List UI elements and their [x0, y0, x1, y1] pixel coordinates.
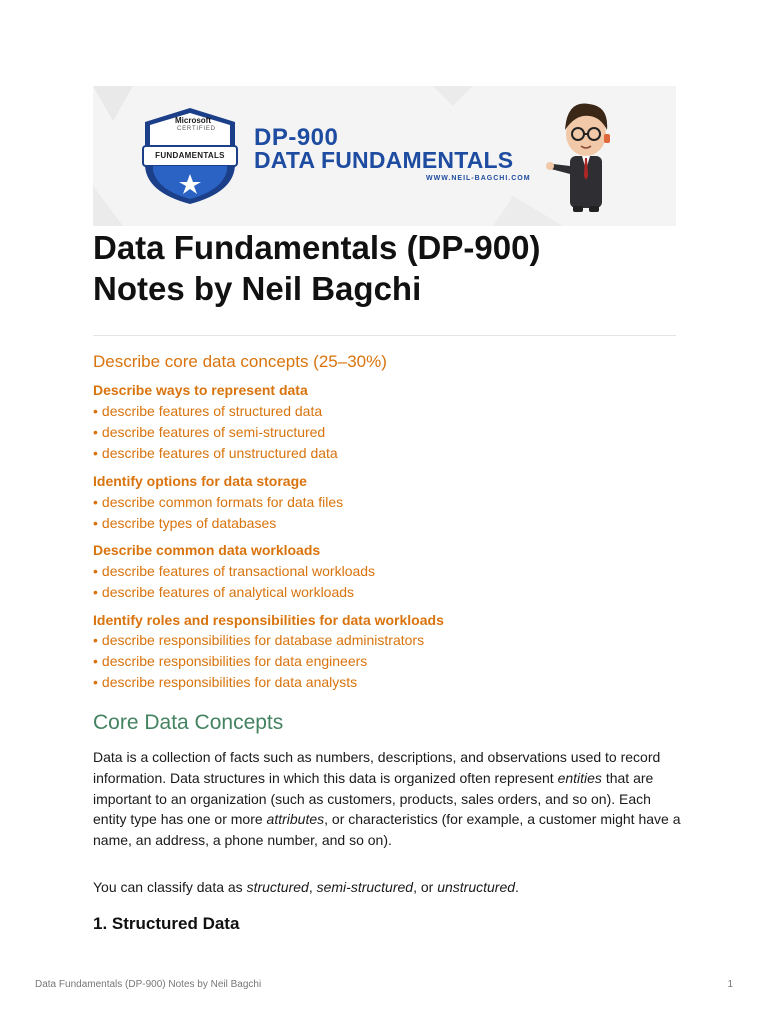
- group-title: Identify options for data storage: [93, 473, 307, 489]
- list-item: • describe features of transactional workloads: [93, 563, 376, 579]
- list-item: • describe responsibilities for data engineers: [93, 653, 368, 669]
- list-item: • describe types of databases: [93, 515, 277, 531]
- list-item: • describe common formats for data files: [93, 494, 344, 510]
- list-item: • describe responsibilities for data analysts: [93, 674, 358, 690]
- banner-title-line1: DP-900: [254, 124, 339, 151]
- section-heading-core-data-concepts: Core Data Concepts: [93, 711, 284, 734]
- paragraph-data-definition: Data is a collection of facts such as numbers, descriptions, and observations used to record information. Data structures in which this data is organized often represent entities that are important to an organization (such as customers, products, sales orders, and so on). Each entity type has one or more attributes, or characteristics (for example, a customer might have a name, an address, a phone number, and so on).: [93, 749, 681, 849]
- list-item: • describe responsibilities for database administrators: [93, 632, 425, 648]
- group-title: Describe ways to represent data: [93, 382, 308, 398]
- subheading-structured-data: 1. Structured Data: [93, 914, 240, 933]
- paragraph-data-classification: You can classify data as structured, semi-structured, or unstructured.: [93, 879, 519, 895]
- list-item: • describe features of semi-structured: [93, 424, 326, 440]
- footer-text: Data Fundamentals (DP-900) Notes by Neil Bagchi: [35, 979, 262, 990]
- banner-url: WWW.NEIL-BAGCHI.COM: [426, 175, 531, 182]
- section-heading-core-concepts-exam: Describe core data concepts (25–30%): [93, 352, 387, 371]
- divider: [93, 335, 676, 336]
- page-title-line2: Notes by Neil Bagchi: [93, 270, 422, 307]
- group-title: Describe common data workloads: [93, 542, 321, 558]
- badge-certified: CERTIFIED: [177, 126, 216, 132]
- list-item: • describe features of unstructured data: [93, 445, 338, 461]
- badge-level: FUNDAMENTALS: [155, 151, 225, 160]
- page-title: [93, 227, 693, 309]
- badge-brand: Microsoft: [175, 116, 211, 125]
- cartoon-character-icon: [546, 104, 610, 212]
- header-banner: [93, 86, 676, 226]
- group-title: Identify roles and responsibilities for data workloads: [93, 612, 444, 628]
- page-number: 1: [727, 979, 733, 990]
- banner-title-line2: DATA FUNDAMENTALS: [254, 147, 514, 173]
- list-item: • describe features of structured data: [93, 403, 323, 419]
- list-item: • describe features of analytical workloads: [93, 584, 355, 600]
- page-title-line1: Data Fundamentals (DP-900): [93, 229, 541, 266]
